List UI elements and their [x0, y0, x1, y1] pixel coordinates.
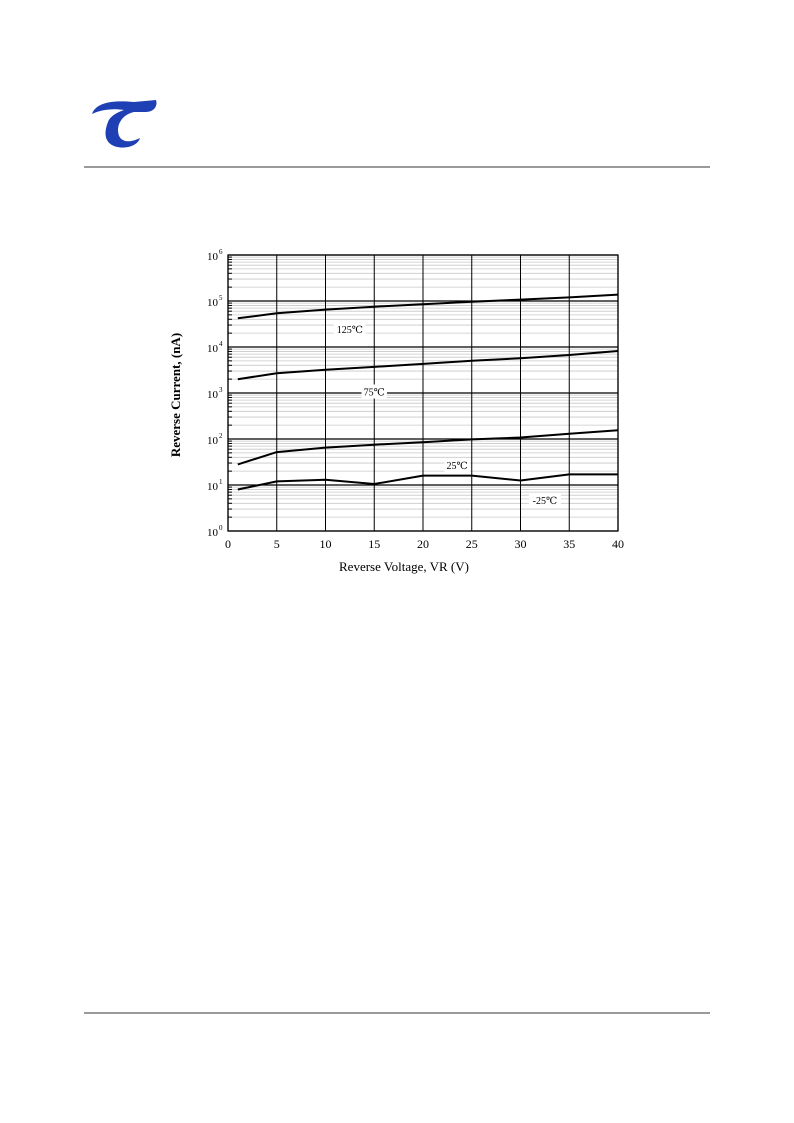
y-tick-label: 10 [207, 527, 218, 539]
x-axis-label: Reverse Voltage, VR (V) [339, 559, 469, 574]
series-label: 75℃ [363, 387, 385, 399]
x-tick-label: 30 [514, 537, 527, 551]
y-tick-exponent: 0 [219, 524, 223, 532]
y-tick-exponent: 4 [219, 340, 223, 348]
x-tick-label: 10 [319, 537, 332, 551]
y-tick-exponent: 6 [219, 248, 223, 256]
reverse-current-chart [160, 245, 640, 585]
header-divider [84, 166, 710, 168]
y-tick-label: 10 [207, 297, 218, 309]
y-tick-exponent: 5 [219, 294, 223, 302]
x-tick-label: 25 [465, 537, 478, 551]
series-line [238, 430, 618, 464]
y-tick-label: 10 [207, 343, 218, 355]
y-tick-exponent: 1 [219, 478, 223, 486]
y-tick-label: 10 [207, 435, 218, 447]
y-tick-label: 10 [207, 481, 218, 493]
tau-logo-icon [84, 92, 164, 152]
y-tick-exponent: 3 [219, 386, 223, 394]
y-axis-label: Reverse Current, (nA) [168, 332, 183, 458]
x-tick-label: 35 [563, 537, 576, 551]
grid [228, 255, 618, 531]
x-tick-label: 40 [612, 537, 624, 551]
y-tick-label: 10 [207, 251, 218, 263]
tau-symbol-icon [92, 100, 157, 148]
series-label: 25℃ [446, 460, 468, 472]
series-label: -25℃ [532, 495, 558, 507]
x-tick-label: 0 [225, 537, 231, 551]
x-tick-label: 15 [368, 537, 381, 551]
x-tick-label: 20 [417, 537, 429, 551]
y-tick-exponent: 2 [219, 432, 223, 440]
x-tick-label: 5 [273, 537, 280, 551]
tick-labels [207, 248, 624, 551]
series-lines [238, 295, 618, 490]
series-label: 125℃ [336, 325, 363, 337]
footer-divider [84, 1012, 710, 1014]
y-tick-label: 10 [207, 389, 218, 401]
